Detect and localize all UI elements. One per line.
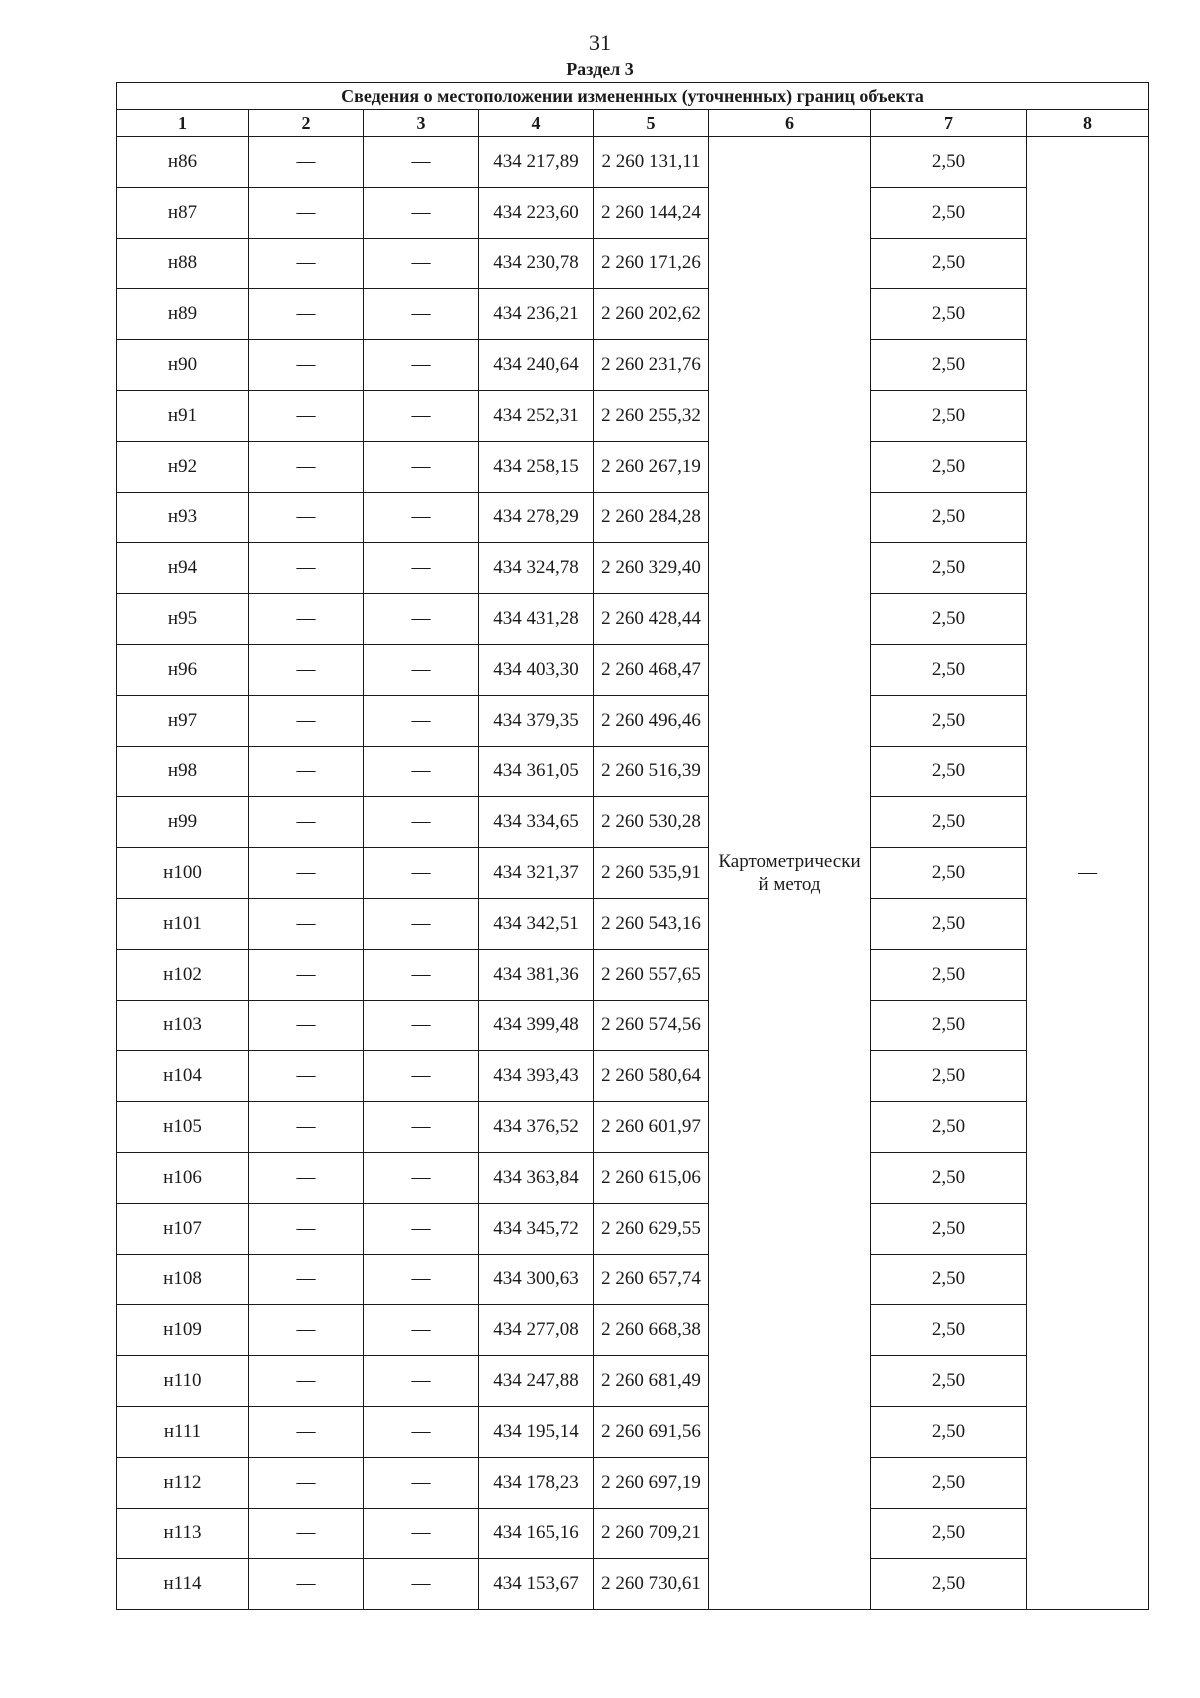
point-name-cell: н91	[117, 390, 249, 441]
y-coordinate-cell: 2 260 496,46	[594, 695, 709, 746]
precision-cell: 2,50	[871, 1406, 1027, 1457]
column-3-cell: —	[364, 797, 479, 848]
table-row	[117, 1152, 1149, 1203]
column-2-cell: —	[249, 1254, 364, 1305]
x-coordinate-cell: 434 334,65	[479, 797, 594, 848]
y-coordinate-cell: 2 260 601,97	[594, 1102, 709, 1153]
table-title: Сведения о местоположении измененных (уточненных) границ объекта	[117, 83, 1149, 110]
y-coordinate-cell: 2 260 530,28	[594, 797, 709, 848]
table-row	[117, 1356, 1149, 1407]
table-row	[117, 543, 1149, 594]
y-coordinate-cell: 2 260 131,11	[594, 137, 709, 188]
precision-cell: 2,50	[871, 1559, 1027, 1610]
column-2-cell: —	[249, 1508, 364, 1559]
table-row	[117, 1254, 1149, 1305]
column-number-2: 2	[249, 110, 364, 137]
precision-cell: 2,50	[871, 137, 1027, 188]
y-coordinate-cell: 2 260 329,40	[594, 543, 709, 594]
column-2-cell: —	[249, 898, 364, 949]
column-3-cell: —	[364, 695, 479, 746]
x-coordinate-cell: 434 252,31	[479, 390, 594, 441]
point-name-cell: н103	[117, 1000, 249, 1051]
table-row	[117, 644, 1149, 695]
precision-cell: 2,50	[871, 187, 1027, 238]
y-coordinate-cell: 2 260 231,76	[594, 340, 709, 391]
point-name-cell: н101	[117, 898, 249, 949]
column-2-cell: —	[249, 594, 364, 645]
point-name-cell: н92	[117, 441, 249, 492]
x-coordinate-cell: 434 393,43	[479, 1051, 594, 1102]
y-coordinate-cell: 2 260 574,56	[594, 1000, 709, 1051]
point-name-cell: н111	[117, 1406, 249, 1457]
y-coordinate-cell: 2 260 171,26	[594, 238, 709, 289]
y-coordinate-cell: 2 260 580,64	[594, 1051, 709, 1102]
column-3-cell: —	[364, 949, 479, 1000]
boundary-table	[116, 82, 1149, 1610]
table-row	[117, 695, 1149, 746]
column-3-cell: —	[364, 289, 479, 340]
precision-cell: 2,50	[871, 238, 1027, 289]
table-row	[117, 1102, 1149, 1153]
column-2-cell: —	[249, 238, 364, 289]
column-2-cell: —	[249, 1559, 364, 1610]
y-coordinate-cell: 2 260 668,38	[594, 1305, 709, 1356]
point-name-cell: н94	[117, 543, 249, 594]
table-row	[117, 949, 1149, 1000]
table-row	[117, 1051, 1149, 1102]
table-row	[117, 238, 1149, 289]
column-number-6: 6	[709, 110, 871, 137]
y-coordinate-cell: 2 260 557,65	[594, 949, 709, 1000]
x-coordinate-cell: 434 236,21	[479, 289, 594, 340]
y-coordinate-cell: 2 260 657,74	[594, 1254, 709, 1305]
y-coordinate-cell: 2 260 516,39	[594, 746, 709, 797]
precision-cell: 2,50	[871, 1203, 1027, 1254]
y-coordinate-cell: 2 260 543,16	[594, 898, 709, 949]
precision-cell: 2,50	[871, 848, 1027, 899]
x-coordinate-cell: 434 403,30	[479, 644, 594, 695]
table-row	[117, 1457, 1149, 1508]
column-3-cell: —	[364, 1152, 479, 1203]
x-coordinate-cell: 434 277,08	[479, 1305, 594, 1356]
point-name-cell: н113	[117, 1508, 249, 1559]
table-row	[117, 594, 1149, 645]
point-name-cell: н93	[117, 492, 249, 543]
y-coordinate-cell: 2 260 284,28	[594, 492, 709, 543]
table-body	[117, 137, 1149, 1610]
column-2-cell: —	[249, 746, 364, 797]
column-3-cell: —	[364, 543, 479, 594]
y-coordinate-cell: 2 260 691,56	[594, 1406, 709, 1457]
table-row	[117, 1406, 1149, 1457]
y-coordinate-cell: 2 260 267,19	[594, 441, 709, 492]
column-number-5: 5	[594, 110, 709, 137]
column-3-cell: —	[364, 1508, 479, 1559]
point-name-cell: н102	[117, 949, 249, 1000]
column-number-3: 3	[364, 110, 479, 137]
precision-cell: 2,50	[871, 1152, 1027, 1203]
point-name-cell: н112	[117, 1457, 249, 1508]
column-3-cell: —	[364, 1457, 479, 1508]
x-coordinate-cell: 434 230,78	[479, 238, 594, 289]
precision-cell: 2,50	[871, 340, 1027, 391]
method-cell	[709, 137, 871, 1610]
precision-cell: 2,50	[871, 1102, 1027, 1153]
table-row	[117, 797, 1149, 848]
y-coordinate-cell: 2 260 202,62	[594, 289, 709, 340]
x-coordinate-cell: 434 195,14	[479, 1406, 594, 1457]
y-coordinate-cell: 2 260 697,19	[594, 1457, 709, 1508]
column-8-cell: —	[1027, 137, 1149, 1610]
column-2-cell: —	[249, 797, 364, 848]
precision-cell: 2,50	[871, 543, 1027, 594]
column-number-7: 7	[871, 110, 1027, 137]
x-coordinate-cell: 434 399,48	[479, 1000, 594, 1051]
column-2-cell: —	[249, 137, 364, 188]
x-coordinate-cell: 434 321,37	[479, 848, 594, 899]
y-coordinate-cell: 2 260 615,06	[594, 1152, 709, 1203]
y-coordinate-cell: 2 260 730,61	[594, 1559, 709, 1610]
y-coordinate-cell: 2 260 535,91	[594, 848, 709, 899]
precision-cell: 2,50	[871, 1051, 1027, 1102]
table-row	[117, 390, 1149, 441]
table-row	[117, 340, 1149, 391]
column-2-cell: —	[249, 1406, 364, 1457]
x-coordinate-cell: 434 345,72	[479, 1203, 594, 1254]
column-3-cell: —	[364, 1102, 479, 1153]
point-name-cell: н106	[117, 1152, 249, 1203]
column-2-cell: —	[249, 1203, 364, 1254]
column-number-1: 1	[117, 110, 249, 137]
table-row	[117, 289, 1149, 340]
column-2-cell: —	[249, 1305, 364, 1356]
column-3-cell: —	[364, 390, 479, 441]
column-2-cell: —	[249, 187, 364, 238]
column-3-cell: —	[364, 1406, 479, 1457]
column-number-4: 4	[479, 110, 594, 137]
point-name-cell: н86	[117, 137, 249, 188]
column-2-cell: —	[249, 949, 364, 1000]
x-coordinate-cell: 434 247,88	[479, 1356, 594, 1407]
precision-cell: 2,50	[871, 492, 1027, 543]
precision-cell: 2,50	[871, 1254, 1027, 1305]
column-number-8: 8	[1027, 110, 1149, 137]
precision-cell: 2,50	[871, 949, 1027, 1000]
precision-cell: 2,50	[871, 1457, 1027, 1508]
precision-cell: 2,50	[871, 1356, 1027, 1407]
x-coordinate-cell: 434 431,28	[479, 594, 594, 645]
column-number-row	[117, 110, 1149, 137]
precision-cell: 2,50	[871, 594, 1027, 645]
column-2-cell: —	[249, 644, 364, 695]
x-coordinate-cell: 434 342,51	[479, 898, 594, 949]
column-3-cell: —	[364, 1000, 479, 1051]
column-3-cell: —	[364, 340, 479, 391]
table-row	[117, 492, 1149, 543]
precision-cell: 2,50	[871, 746, 1027, 797]
point-name-cell: н98	[117, 746, 249, 797]
precision-cell: 2,50	[871, 390, 1027, 441]
x-coordinate-cell: 434 300,63	[479, 1254, 594, 1305]
column-3-cell: —	[364, 594, 479, 645]
x-coordinate-cell: 434 240,64	[479, 340, 594, 391]
point-name-cell: н108	[117, 1254, 249, 1305]
column-2-cell: —	[249, 441, 364, 492]
precision-cell: 2,50	[871, 898, 1027, 949]
x-coordinate-cell: 434 363,84	[479, 1152, 594, 1203]
x-coordinate-cell: 434 324,78	[479, 543, 594, 594]
point-name-cell: н88	[117, 238, 249, 289]
point-name-cell: н87	[117, 187, 249, 238]
column-3-cell: —	[364, 1254, 479, 1305]
column-2-cell: —	[249, 1356, 364, 1407]
column-3-cell: —	[364, 848, 479, 899]
y-coordinate-cell: 2 260 255,32	[594, 390, 709, 441]
precision-cell: 2,50	[871, 695, 1027, 746]
column-3-cell: —	[364, 492, 479, 543]
section-title: Раздел 3	[566, 59, 634, 79]
x-coordinate-cell: 434 361,05	[479, 746, 594, 797]
table-row	[117, 1203, 1149, 1254]
point-name-cell: н104	[117, 1051, 249, 1102]
table-row	[117, 1305, 1149, 1356]
precision-cell: 2,50	[871, 1305, 1027, 1356]
column-2-cell: —	[249, 1457, 364, 1508]
table-row	[117, 1508, 1149, 1559]
point-name-cell: н107	[117, 1203, 249, 1254]
column-3-cell: —	[364, 137, 479, 188]
point-name-cell: н90	[117, 340, 249, 391]
x-coordinate-cell: 434 165,16	[479, 1508, 594, 1559]
column-2-cell: —	[249, 543, 364, 594]
table-row	[117, 137, 1149, 188]
x-coordinate-cell: 434 381,36	[479, 949, 594, 1000]
table-row	[117, 441, 1149, 492]
precision-cell: 2,50	[871, 289, 1027, 340]
point-name-cell: н100	[117, 848, 249, 899]
column-3-cell: —	[364, 1305, 479, 1356]
column-2-cell: —	[249, 1152, 364, 1203]
column-2-cell: —	[249, 1102, 364, 1153]
x-coordinate-cell: 434 178,23	[479, 1457, 594, 1508]
precision-cell: 2,50	[871, 441, 1027, 492]
y-coordinate-cell: 2 260 468,47	[594, 644, 709, 695]
column-3-cell: —	[364, 1356, 479, 1407]
table-row	[117, 848, 1149, 899]
x-coordinate-cell: 434 278,29	[479, 492, 594, 543]
table-row	[117, 898, 1149, 949]
column-3-cell: —	[364, 1559, 479, 1610]
x-coordinate-cell: 434 379,35	[479, 695, 594, 746]
table-row	[117, 1000, 1149, 1051]
x-coordinate-cell: 434 376,52	[479, 1102, 594, 1153]
table-row	[117, 1559, 1149, 1610]
column-3-cell: —	[364, 1203, 479, 1254]
y-coordinate-cell: 2 260 709,21	[594, 1508, 709, 1559]
y-coordinate-cell: 2 260 428,44	[594, 594, 709, 645]
table-row	[117, 746, 1149, 797]
precision-cell: 2,50	[871, 1000, 1027, 1051]
column-3-cell: —	[364, 441, 479, 492]
column-3-cell: —	[364, 746, 479, 797]
point-name-cell: н114	[117, 1559, 249, 1610]
point-name-cell: н95	[117, 594, 249, 645]
page-number: 31	[589, 30, 611, 55]
y-coordinate-cell: 2 260 681,49	[594, 1356, 709, 1407]
x-coordinate-cell: 434 217,89	[479, 137, 594, 188]
precision-cell: 2,50	[871, 797, 1027, 848]
column-2-cell: —	[249, 695, 364, 746]
point-name-cell: н109	[117, 1305, 249, 1356]
method-text-line-2: й метод	[758, 874, 821, 896]
column-2-cell: —	[249, 1000, 364, 1051]
column-2-cell: —	[249, 340, 364, 391]
y-coordinate-cell: 2 260 629,55	[594, 1203, 709, 1254]
x-coordinate-cell: 434 223,60	[479, 187, 594, 238]
column-3-cell: —	[364, 644, 479, 695]
point-name-cell: н99	[117, 797, 249, 848]
column-3-cell: —	[364, 898, 479, 949]
column-2-cell: —	[249, 390, 364, 441]
column-3-cell: —	[364, 1051, 479, 1102]
method-text-line-1: Картометрически	[718, 851, 861, 873]
column-3-cell: —	[364, 238, 479, 289]
column-2-cell: —	[249, 848, 364, 899]
precision-cell: 2,50	[871, 644, 1027, 695]
column-2-cell: —	[249, 492, 364, 543]
point-name-cell: н96	[117, 644, 249, 695]
column-2-cell: —	[249, 289, 364, 340]
column-3-cell: —	[364, 187, 479, 238]
table-row	[117, 187, 1149, 238]
point-name-cell: н89	[117, 289, 249, 340]
point-name-cell: н105	[117, 1102, 249, 1153]
column-2-cell: —	[249, 1051, 364, 1102]
y-coordinate-cell: 2 260 144,24	[594, 187, 709, 238]
x-coordinate-cell: 434 258,15	[479, 441, 594, 492]
point-name-cell: н97	[117, 695, 249, 746]
point-name-cell: н110	[117, 1356, 249, 1407]
x-coordinate-cell: 434 153,67	[479, 1559, 594, 1610]
precision-cell: 2,50	[871, 1508, 1027, 1559]
